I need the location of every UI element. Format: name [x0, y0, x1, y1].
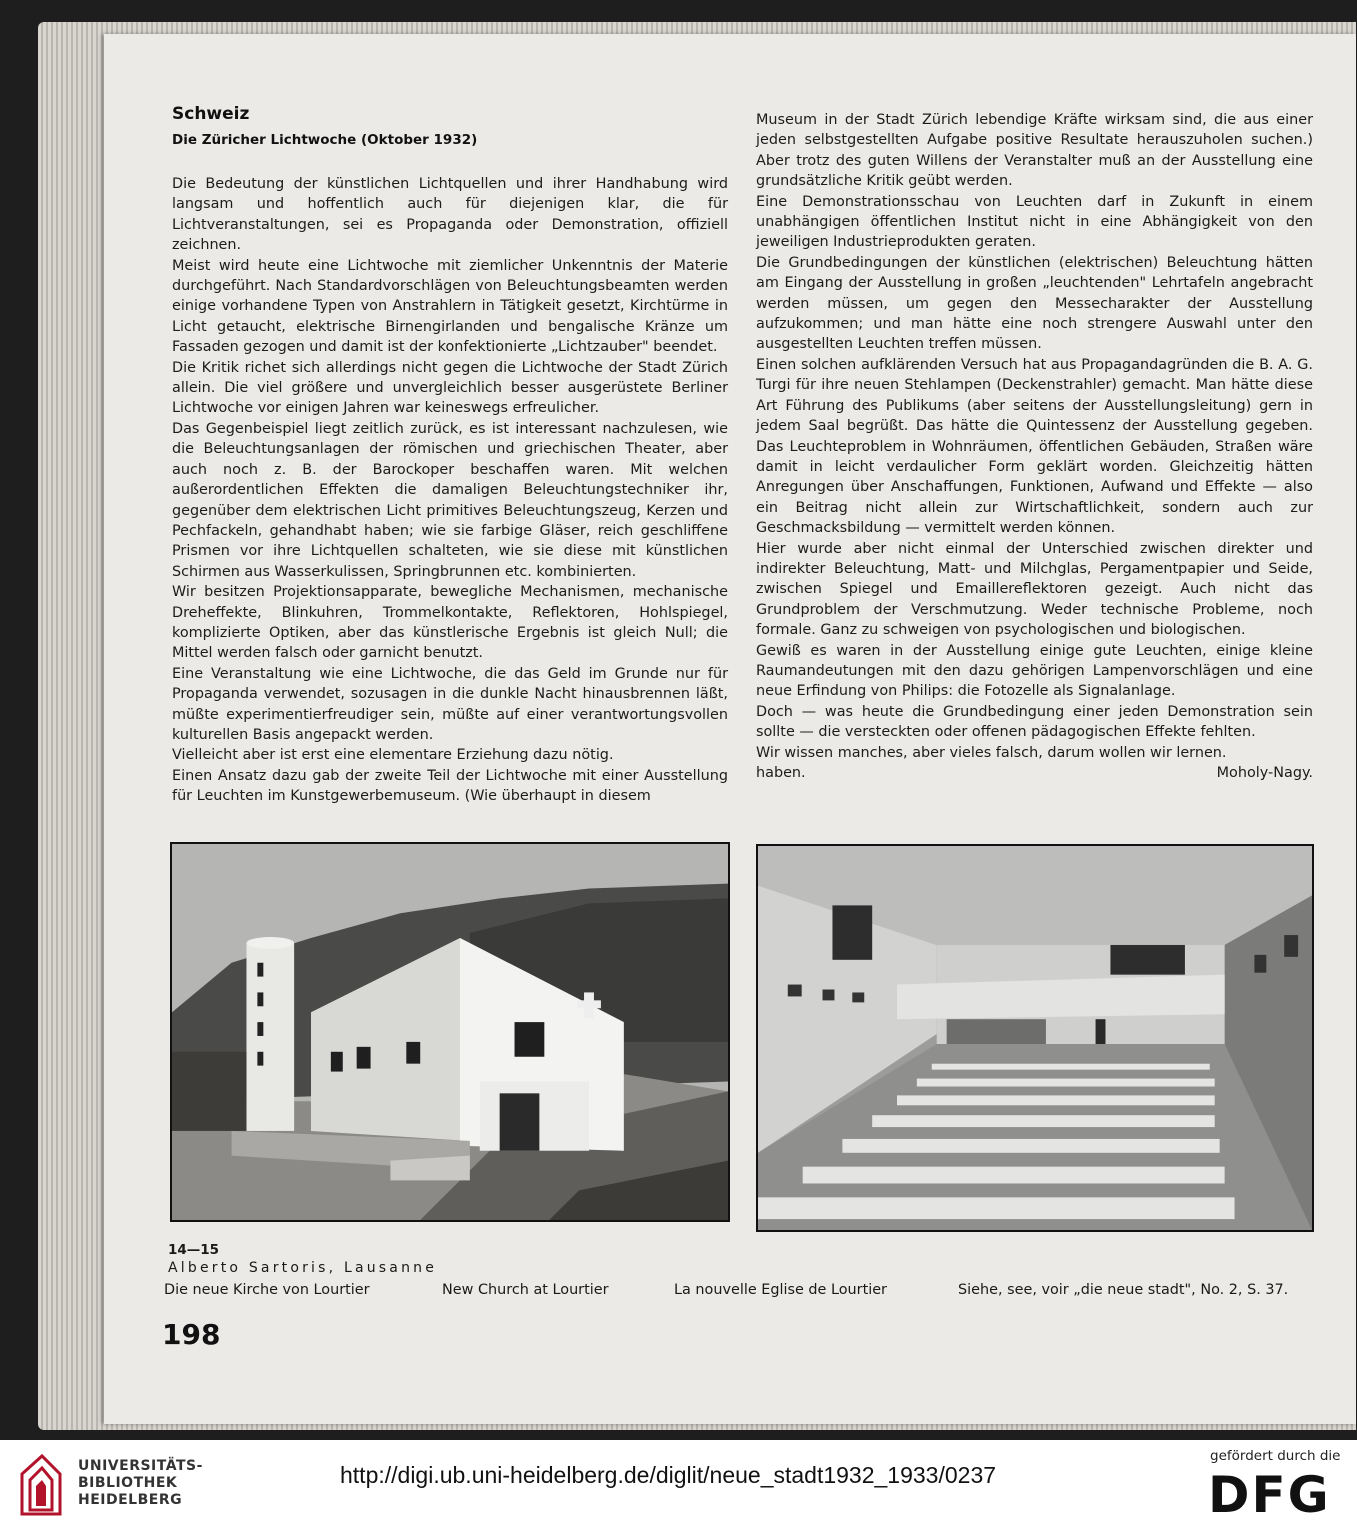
paragraph: Hier wurde aber nicht einmal der Unterschied zwischen direkter und indirekter Beleuchtung, Matt- und Milchglas, Pergamentpapier und Seide, zwischen Spiegel und Emaillereflektoren gezeigt. Auch nicht das Grundproblem der Verschmutzung. Weder technische Probleme, noch formale. Ganz zu schweigen von psychologischen und biologischen. — [756, 540, 1313, 639]
caption-english: New Church at Lourtier — [442, 1282, 609, 1298]
dfg-logo[interactable]: DFG — [1208, 1466, 1331, 1524]
figure-author: Alberto Sartoris, Lausanne — [168, 1260, 438, 1276]
library-name-line: HEIDELBERG — [78, 1492, 183, 1508]
paragraph: Einen solchen aufklärenden Versuch hat aus Propagandagründen die B. A. G. Turgi für ihre neuen Stehlampen (Deckenstrahler) gemacht. Man hätte diese Art Führung des Publikums (aber seitens der Ausstellungsleitung) gern in jedem Saal begrüßt. Das hätte die Quintessenz der Ausstellung gegeben. Das Leuchteproblem in Wohnräumen, öffentlichen Gebäuden, Straßen wäre damit in leicht verdaulicher Form geklärt worden. Gleichzeitig hätten Anregungen über Anschaffungen, Funktionen, Aufwand und Effekte — also ein Beitrag nicht allein zur Wirtschaftlichkeit, sondern auch zur Geschmacksbildung — vermittelt werden können. — [756, 356, 1313, 537]
book-page — [104, 34, 1356, 1424]
paragraph: Wir wissen manches, aber vieles falsch, darum wollen wir lernen. — [756, 744, 1227, 761]
library-name[interactable] — [78, 1458, 203, 1509]
church-interior-photo — [756, 844, 1314, 1232]
paragraph: Gewiß es waren in der Ausstellung einige gute Leuchten, einige kleine Raumandeutungen mit den dazu gehörigen Lampenvorschlägen und eine neue Erfindung von Philips: die Fotozelle als Signalanlage. — [756, 642, 1313, 700]
author-signature: Moholy-Nagy. — [1216, 765, 1313, 781]
paragraph: Eine Veranstaltung wie eine Lichtwoche, die das Geld im Grunde nur für Propaganda verwendet, sozusagen in die dunkle Nacht hinausbrennen läßt, müßte experimentierfreudiger sein, müßte auf einer verantwortungsvollen kulturellen Basis angepackt werden. — [172, 665, 728, 743]
church-exterior-photo — [170, 842, 730, 1222]
paragraph: Die Kritik richet sich allerdings nicht gegen die Lichtwoche der Stadt Zürich allein. Die viel größere und unvergleichlich besser ausgerüstete Berliner Lichtwoche vor einigen Jahren war keineswegs erfreulicher. — [172, 359, 728, 417]
sponsor-label: gefördert durch die — [1210, 1448, 1341, 1464]
figure-numbers: 14—15 — [168, 1242, 220, 1258]
paragraph: Museum in der Stadt Zürich lebendige Kräfte wirksam sind, die aus einer jeden selbstgestellten Aufgabe positive Resultate herauszuholen suchen.) Aber trotz des guten Willens der Veranstalter muß an der Ausstellung eine grundsätzliche Kritik geübt werden. — [756, 112, 1313, 190]
paragraph: Die Grundbedingungen der künstlichen (elektrischen) Beleuchtung hätten am Eingang der Ausstellung in großen „leuchtenden" Lehrtafeln angebracht werden müssen, um gegen den Messecharakter der Ausstellung aufzukommen; und man hätte eine noch strengere Auswahl unter den ausgestellten Leuchten treffen müssen. — [756, 254, 1313, 353]
paragraph: Doch — was heute die Grundbedingung einer jeden Demonstration sein sollte — die versteckten oder offenen pädagogischen Effekte fehlten. — [756, 703, 1313, 741]
paragraph: Das Gegenbeispiel liegt zeitlich zurück, es ist interessant nachzulesen, wie die Beleuchtungsanlagen der römischen und griechischen Theater, aber auch noch z. B. der Barockoper beschaffen waren. Mit welchen außerordentlichen Effekten die damaligen Beleuchtungstechniker ihr, gegenüber dem elektrischen Licht primitives Beleuchtungszeug, Kerzen und Pechfackeln, gehandhabt haben; wie sie farbige Gläser, reich geschliffene Prismen vor ihre Lichtquellen schalteten, wie sie diese mit künstlichen Schirmen aus Wasserkulissen, Springbrunnen etc. kombinierten. — [172, 420, 728, 580]
paragraph: Eine Demonstrationsschau von Leuchten darf in Zukunft in einem unabhängigen öffentlichen Institut nicht in eine Abhängigkeit von den jeweiligen Industrieprodukten geraten. — [756, 193, 1313, 251]
library-name-line: UNIVERSITÄTS- — [78, 1458, 203, 1474]
caption-french: La nouvelle Eglise de Lourtier — [674, 1282, 887, 1298]
permalink-url[interactable]: http://digi.ub.uni-heidelberg.de/diglit/neue_stadt1932_1933/0237 — [340, 1462, 997, 1488]
paragraph: Vielleicht aber ist erst eine elementare Erziehung dazu nötig. — [172, 747, 614, 764]
paragraph: Die Bedeutung der künstlichen Lichtquellen und ihrer Handhabung wird langsam und hoffentlich auch für diejenigen klar, die für Lichtveranstaltungen, sei es Propaganda oder Demonstration, offiziell zeichnen. — [172, 176, 728, 254]
closing-line — [756, 763, 1313, 783]
caption-german: Die neue Kirche von Lourtier — [164, 1282, 370, 1298]
section-title: Schweiz — [172, 104, 250, 124]
library-logo-icon — [16, 1450, 66, 1516]
library-name-line: BIBLIOTHEK — [78, 1475, 178, 1491]
article-title: Die Züricher Lichtwoche (Oktober 1932) — [172, 132, 478, 148]
left-text-column — [172, 174, 728, 807]
paragraph: Meist wird heute eine Lichtwoche mit ziemlicher Unkenntnis der Materie durchgeführt. Nach Standardvorschlägen von Beleuchtungsbeamten werden einige vorhandene Typen von Anstrahlern in Tätigkeit gesetzt, Kirchtürme in Licht getaucht, elektrische Birnengirlanden und bengalische Kränze um Fassaden gezogen und damit ist der konfektionierte „Lichtzauber" beendet. — [172, 257, 728, 356]
right-text-column — [756, 110, 1313, 783]
page-number: 198 — [162, 1318, 221, 1351]
paragraph: Wir besitzen Projektionsapparate, bewegliche Mechanismen, mechanische Dreheffekte, Blinkuhren, Trommelkontakte, Reflektoren, Hohlspiegel, komplizierte Optiken, aber das künstlerische Ergebnis ist gleich Null; die Mittel werden falsch oder garnicht benutzt. — [172, 584, 728, 662]
closing-text: haben. — [756, 765, 806, 781]
footer-bar — [0, 1440, 1357, 1532]
paragraph: Einen Ansatz dazu gab der zweite Teil der Lichtwoche mit einer Ausstellung für Leuchten im Kunstgewerbemuseum. (Wie überhaupt in diesem — [172, 767, 728, 805]
caption-reference: Siehe, see, voir „die neue stadt", No. 2, S. 37. — [958, 1282, 1289, 1298]
